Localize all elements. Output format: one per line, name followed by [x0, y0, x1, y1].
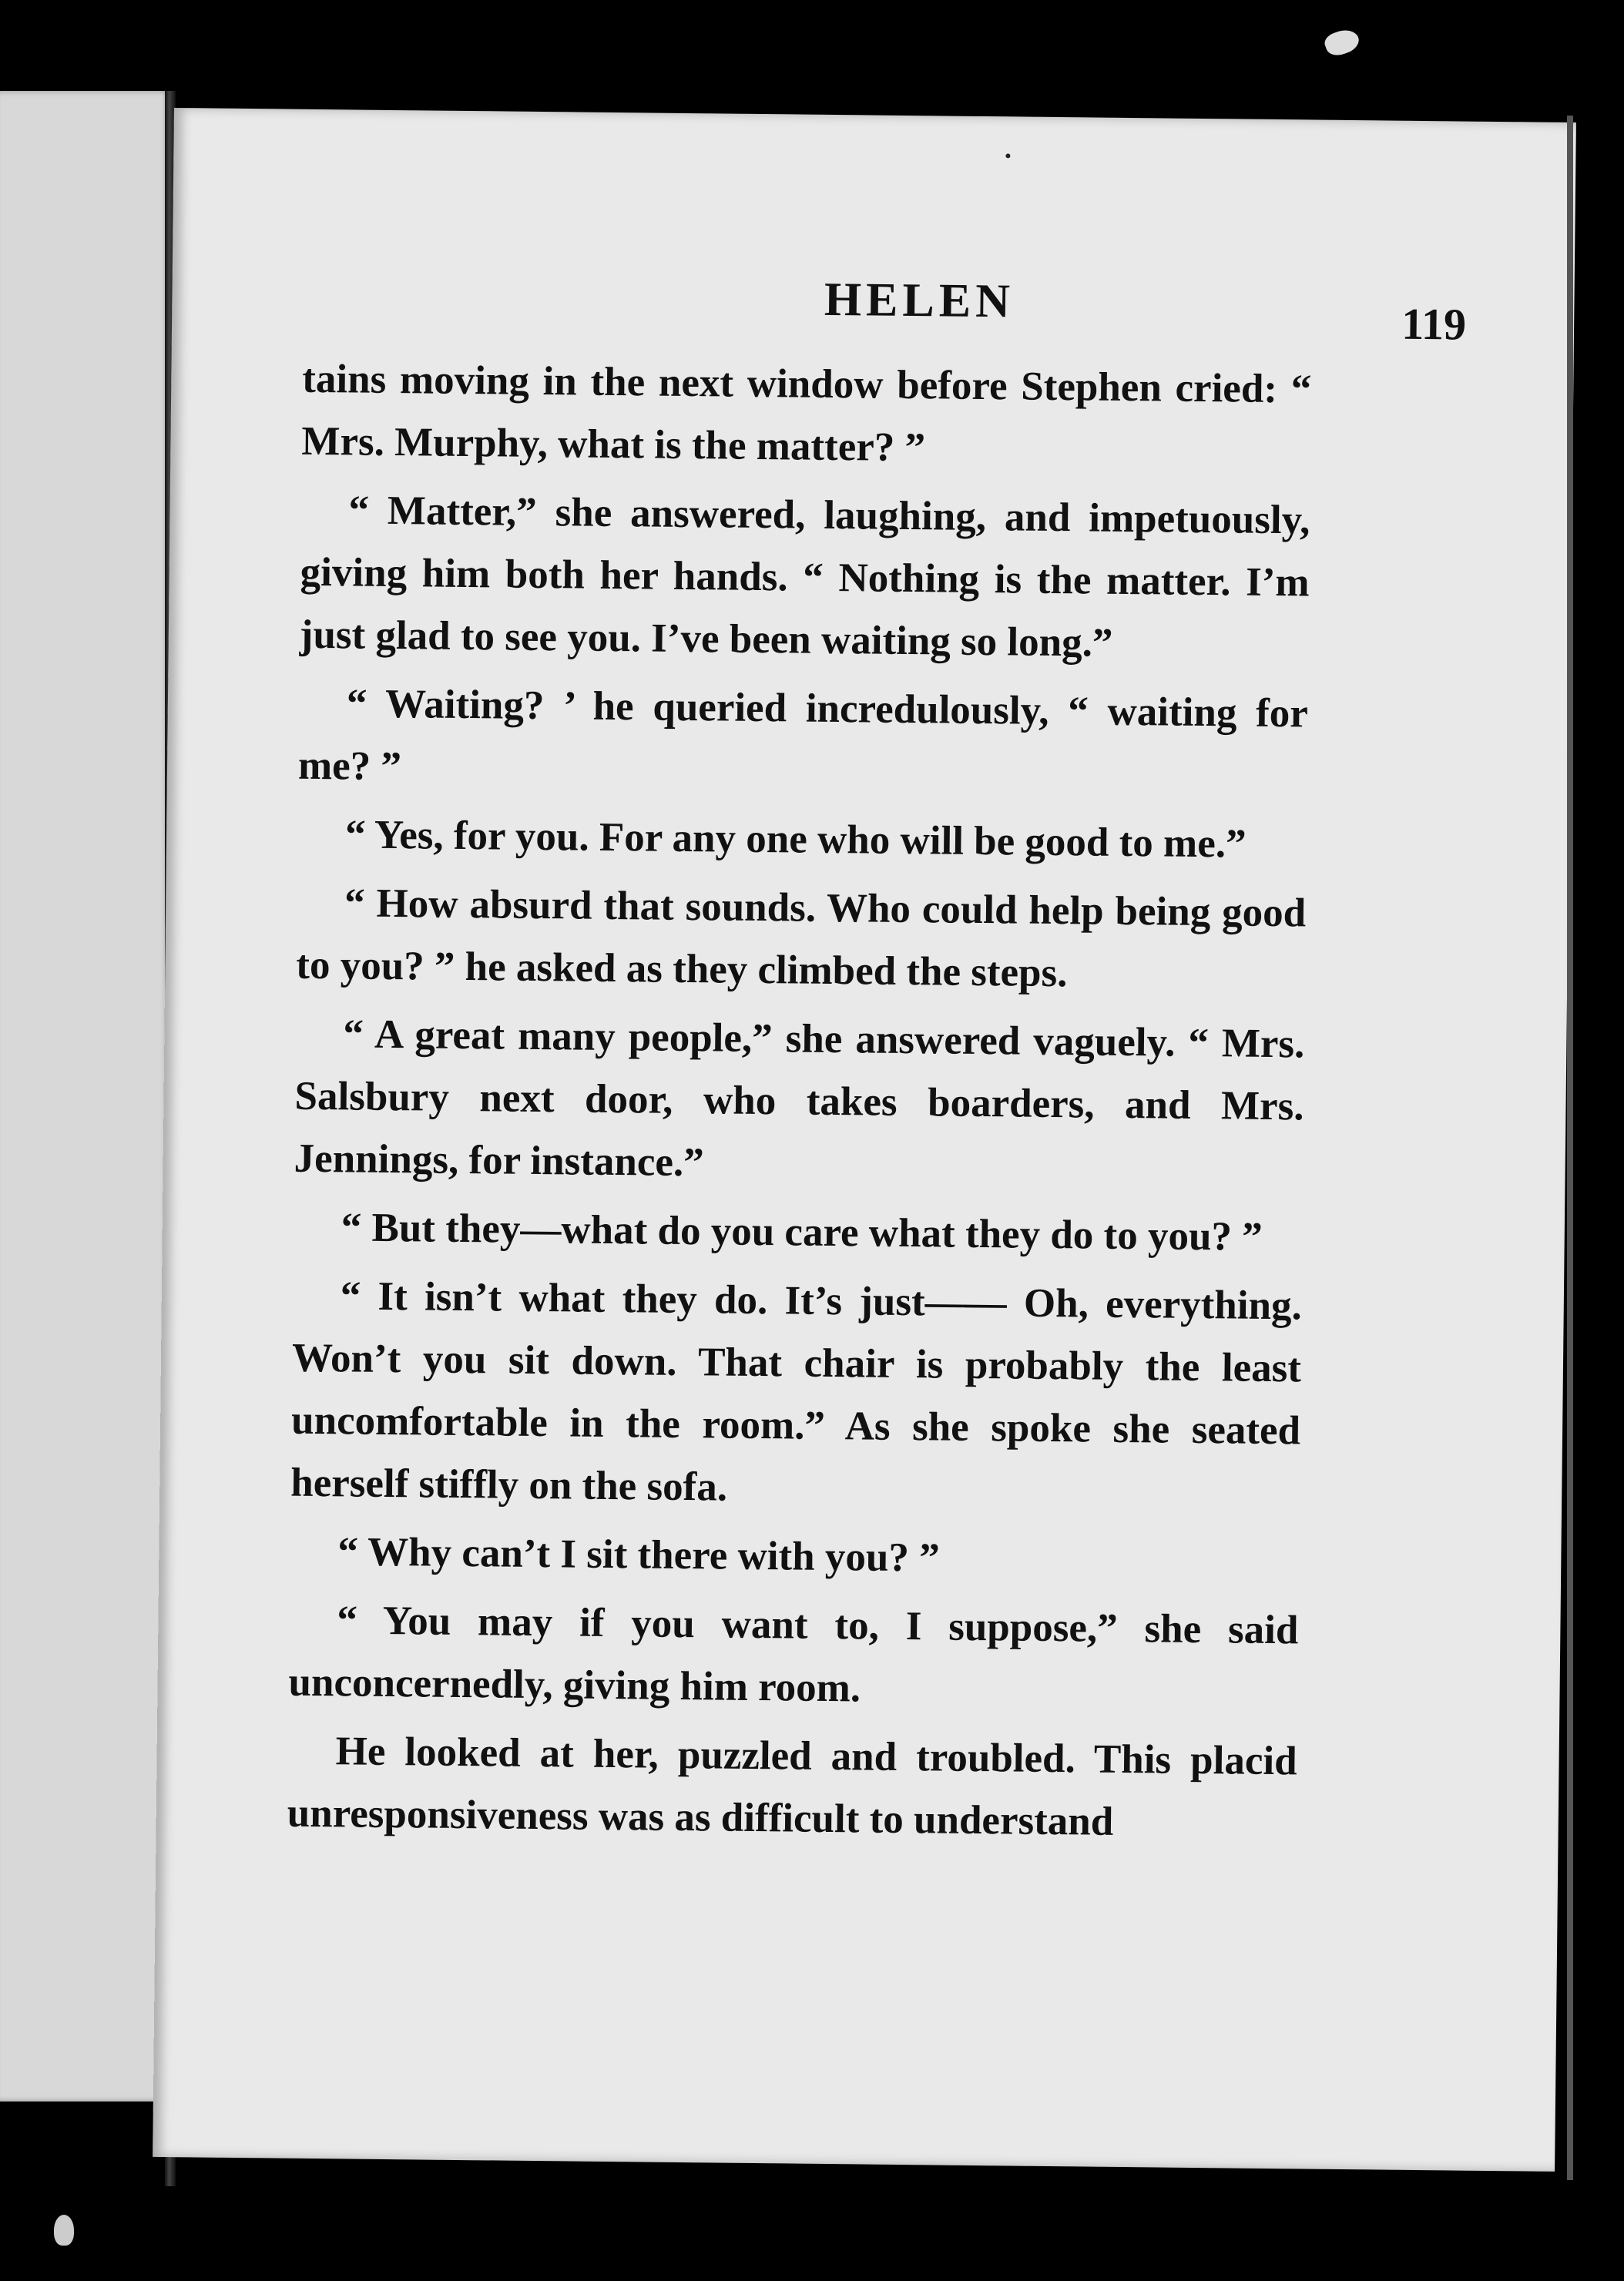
scan-artifact [1322, 25, 1362, 59]
running-head-text: HELEN [824, 273, 1015, 328]
paragraph: “ A great many people,” she answered vaguely. “ Mrs. Salsbury next door, who takes boarders, and Mrs. Jennings, for instance.” [294, 1011, 1305, 1186]
page-right-edge [1567, 116, 1573, 2180]
paragraph: “ You may if you want to, I suppose,” she said unconcernedly, giving him room. [288, 1598, 1299, 1711]
paragraph: “ Yes, for you. For any one who will be good to me.” [344, 812, 1247, 867]
ink-speck [1005, 153, 1010, 158]
paragraph: tains moving in the next window before Stephen cried: “ Mrs. Murphy, what is the matter? ” [301, 356, 1312, 471]
page-number: 119 [1401, 298, 1467, 350]
body-text [287, 348, 1311, 1862]
paragraph: “ How absurd that sounds. Who could help being good to you? ” he asked as they climbed the steps. [296, 881, 1307, 996]
paragraph: “ Why can’t I sit there with you? ” [337, 1529, 940, 1581]
paragraph: “ Waiting? ’ he queried incredulously, “ waiting for me? ” [297, 681, 1309, 790]
paragraph: “ Matter,” she answered, laughing, and impetuously, giving him both her hands. “ Nothing is the matter. I’m just glad to see you. I’ve been waiting so long.” [299, 488, 1310, 666]
running-head [172, 266, 1575, 335]
scan-artifact [54, 2215, 74, 2246]
paragraph: He looked at her, puzzled and troubled. This placid unresponsiveness was as difficult to understand [287, 1729, 1297, 1844]
paragraph: “ It isn’t what they do. It’s just—— Oh, everything. Won’t you sit down. That chair is probably the least uncomfortable in the room.” As she spoke she seated herself stiffly on the sofa. [290, 1273, 1303, 1510]
paragraph: “ But they—what do you care what they do to you? ” [341, 1205, 1263, 1260]
book-page [153, 108, 1576, 2172]
left-page-edge [0, 91, 171, 2102]
